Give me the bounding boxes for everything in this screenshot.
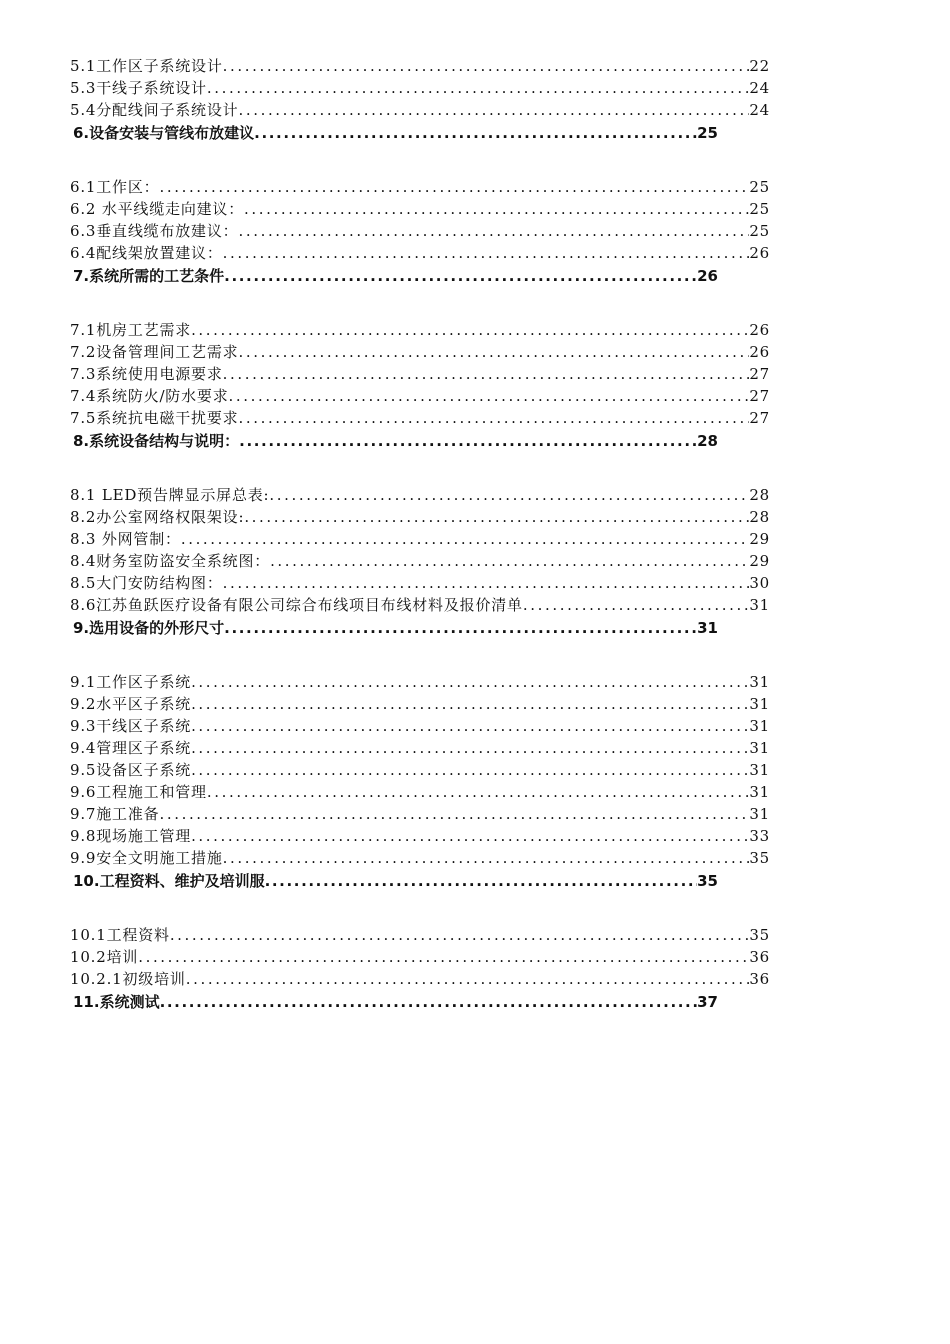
toc-entry-title: 7.5系统抗电磁干扰要求 [70,409,239,427]
toc-page-number: 25 [697,124,718,142]
toc-subsection-entry[interactable] [70,693,770,715]
toc-entry-title: 8.2办公室网络权限架设: [70,508,245,526]
toc-subsection-entry[interactable] [70,484,770,506]
table-of-contents [70,55,770,1013]
toc-dot-leader [254,122,697,144]
toc-entry-title: 6.设备安装与管线布放建议 [73,124,255,142]
toc-page-number: 31 [749,805,770,823]
toc-page-number: 33 [749,827,770,845]
toc-dot-leader [223,242,750,264]
toc-subsection-entry[interactable] [70,737,770,759]
toc-page-number: 27 [749,365,770,383]
toc-dot-leader [238,407,749,429]
toc-entry-title: 6.3垂直线缆布放建议： [70,222,239,240]
toc-dot-leader [191,737,749,759]
toc-page-number: 31 [697,619,718,637]
toc-entry-title: 8.6江苏鱼跃医疗设备有限公司综合布线项目布线材料及报价清单 [70,596,523,614]
toc-page-number: 28 [697,432,718,450]
toc-entry-title: 8.4财务室防盗安全系统图： [70,552,271,570]
toc-page-number: 27 [749,387,770,405]
toc-dot-leader [523,594,749,616]
toc-page-number: 26 [749,244,770,262]
toc-entry-title: 10.1工程资料 [70,926,170,944]
toc-entry-title: 11.系统测试 [73,993,160,1011]
toc-subsection-entry[interactable] [70,363,770,385]
toc-section-entry[interactable] [73,122,718,144]
toc-entry-title: 9.8现场施工管理 [70,827,192,845]
toc-subsection-entry[interactable] [70,968,770,990]
toc-page-number: 31 [749,739,770,757]
toc-page-number: 31 [749,673,770,691]
toc-subsection-entry[interactable] [70,924,770,946]
toc-page-number: 37 [697,993,718,1011]
toc-subsection-entry[interactable] [70,781,770,803]
toc-entry-title: 9.选用设备的外形尺寸 [73,619,225,637]
toc-dot-leader [265,870,698,892]
toc-entry-title: 8.1 LED预告牌显示屏总表: [70,486,270,504]
toc-entry-title: 9.7施工准备 [70,805,160,823]
toc-entry-title: 6.2 水平线缆走向建议： [70,200,245,218]
toc-subsection-entry[interactable] [70,946,770,968]
toc-entry-title: 9.5设备区子系统 [70,761,192,779]
toc-entry-title: 8.3 外网管制： [70,530,181,548]
toc-subsection-entry[interactable] [70,671,770,693]
toc-dot-leader [170,924,750,946]
toc-dot-leader [191,693,749,715]
toc-entry-title: 10.工程资料、维护及培训服 [73,872,265,890]
toc-entry-title: 9.2水平区子系统 [70,695,192,713]
toc-subsection-entry[interactable] [70,77,770,99]
toc-dot-leader [238,99,749,121]
toc-page-number: 35 [749,849,770,867]
toc-dot-leader [159,803,749,825]
toc-entry-title: 9.3干线区子系统 [70,717,192,735]
toc-section-entry[interactable] [73,870,718,892]
toc-subsection-entry[interactable] [70,242,770,264]
toc-subsection-entry[interactable] [70,220,770,242]
toc-dot-leader [238,220,749,242]
toc-page-number: 31 [749,695,770,713]
toc-entry-title: 8.系统设备结构与说明： [73,432,240,450]
toc-subsection-entry[interactable] [70,341,770,363]
toc-dot-leader [229,385,750,407]
toc-dot-leader [207,77,749,99]
toc-page-number: 24 [749,79,770,97]
toc-subsection-entry[interactable] [70,99,770,121]
toc-dot-leader [269,484,749,506]
toc-section-entry[interactable] [73,265,718,287]
toc-page-number: 27 [749,409,770,427]
toc-entry-title: 5.4分配线间子系统设计 [70,101,239,119]
toc-dot-leader [160,991,698,1013]
toc-entry-title: 5.1工作区子系统设计 [70,57,223,75]
toc-page-number: 30 [749,574,770,592]
toc-page-number: 29 [749,552,770,570]
toc-page-number: 26 [749,321,770,339]
toc-entry-title: 9.1工作区子系统 [70,673,192,691]
toc-dot-leader [138,946,749,968]
toc-section-entry[interactable] [73,430,718,452]
toc-subsection-entry[interactable] [70,594,770,616]
toc-page-number: 36 [749,948,770,966]
toc-subsection-entry[interactable] [70,385,770,407]
toc-entry-title: 10.2.1初级培训 [70,970,186,988]
toc-entry-title: 6.4配线架放置建议： [70,244,223,262]
toc-page-number: 25 [749,178,770,196]
toc-dot-leader [224,265,697,287]
toc-dot-leader [186,968,750,990]
toc-subsection-entry[interactable] [70,572,770,594]
toc-subsection-entry[interactable] [70,176,770,198]
toc-subsection-entry[interactable] [70,528,770,550]
toc-subsection-entry[interactable] [70,319,770,341]
toc-subsection-entry[interactable] [70,847,770,869]
toc-dot-leader [191,319,749,341]
toc-entry-title: 7.2设备管理间工艺需求 [70,343,239,361]
toc-entry-title: 7.3系统使用电源要求 [70,365,223,383]
toc-entry-title: 9.9安全文明施工措施 [70,849,223,867]
toc-page-number: 25 [749,200,770,218]
toc-page-number: 28 [749,508,770,526]
toc-page-number: 31 [749,761,770,779]
toc-subsection-entry[interactable] [70,759,770,781]
toc-entry-title: 8.5大门安防结构图： [70,574,223,592]
toc-dot-leader [244,198,749,220]
toc-dot-leader [191,671,749,693]
toc-entry-title: 9.6工程施工和管理 [70,783,207,801]
toc-page-number: 26 [749,343,770,361]
toc-dot-leader [223,363,750,385]
toc-page-number: 35 [697,872,718,890]
toc-subsection-entry[interactable] [70,407,770,429]
toc-dot-leader [191,825,749,847]
toc-section-entry[interactable] [73,617,718,639]
toc-dot-leader [223,847,750,869]
toc-page-number: 31 [749,596,770,614]
toc-page-number: 22 [749,57,770,75]
toc-page-number: 36 [749,970,770,988]
toc-dot-leader [159,176,749,198]
toc-dot-leader [207,781,749,803]
toc-dot-leader [224,617,697,639]
toc-page-number: 28 [749,486,770,504]
toc-dot-leader [191,715,749,737]
toc-page-number: 24 [749,101,770,119]
toc-subsection-entry[interactable] [70,55,770,77]
toc-entry-title: 7.系统所需的工艺条件 [73,267,225,285]
toc-dot-leader [244,506,749,528]
toc-dot-leader [239,430,697,452]
toc-dot-leader [223,572,750,594]
toc-entry-title: 7.1机房工艺需求 [70,321,192,339]
toc-subsection-entry[interactable] [70,550,770,572]
toc-page-number: 26 [697,267,718,285]
toc-subsection-entry[interactable] [70,825,770,847]
toc-subsection-entry[interactable] [70,803,770,825]
toc-entry-title: 9.4管理区子系统 [70,739,192,757]
toc-dot-leader [270,550,749,572]
toc-page-number: 31 [749,783,770,801]
toc-entry-title: 7.4系统防火/防水要求 [70,387,229,405]
toc-page-number: 25 [749,222,770,240]
toc-subsection-entry[interactable] [70,715,770,737]
toc-dot-leader [238,341,749,363]
toc-subsection-entry[interactable] [70,506,770,528]
toc-dot-leader [191,759,749,781]
toc-dot-leader [181,528,749,550]
toc-entry-title: 5.3干线子系统设计 [70,79,207,97]
toc-dot-leader [223,55,750,77]
toc-subsection-entry[interactable] [70,198,770,220]
toc-page-number: 31 [749,717,770,735]
toc-page-number: 35 [749,926,770,944]
toc-entry-title: 6.1工作区： [70,178,160,196]
toc-entry-title: 10.2培训 [70,948,139,966]
toc-page-number: 29 [749,530,770,548]
toc-section-entry[interactable] [73,991,718,1013]
